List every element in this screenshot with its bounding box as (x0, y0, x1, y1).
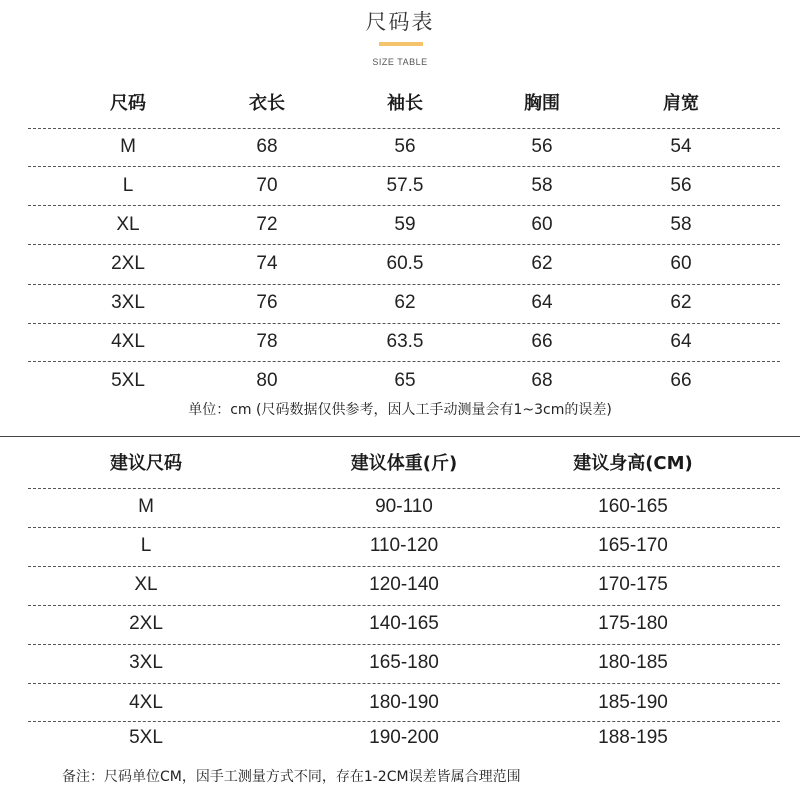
cell-size: M (138, 496, 154, 517)
cell-weight: 190-200 (369, 727, 439, 748)
table-row (28, 567, 780, 603)
cell-sleeve: 60.5 (386, 253, 424, 274)
cell-height: 175-180 (598, 613, 668, 634)
cell-sleeve: 57.5 (386, 175, 424, 196)
col-header-recommended-height: 建议身高(CM) (573, 453, 693, 474)
cell-chest: 60 (531, 214, 553, 235)
col-header-size: 尺码 (110, 93, 146, 114)
cell-size: XL (134, 574, 158, 595)
cell-weight: 120-140 (369, 574, 439, 595)
col-header-chest: 胸围 (524, 93, 560, 114)
cell-shoulder: 66 (670, 370, 692, 391)
cell-size: 5XL (111, 370, 145, 391)
table-row (28, 285, 780, 321)
size-table-note: 单位：cm (尺码数据仅供参考，因人工手动测量会有1~3cm的误差) (188, 402, 612, 418)
cell-length: 72 (256, 214, 278, 235)
table-row (28, 129, 780, 165)
section-divider (0, 436, 800, 437)
cell-sleeve: 59 (394, 214, 416, 235)
cell-shoulder: 62 (670, 292, 692, 313)
recommend-table-header (28, 446, 780, 482)
cell-chest: 68 (531, 370, 553, 391)
cell-height: 180-185 (598, 652, 668, 673)
cell-size: M (120, 136, 136, 157)
table-row (28, 720, 780, 756)
table-row (28, 246, 780, 282)
table-row (28, 324, 780, 360)
cell-size: 5XL (129, 727, 163, 748)
size-table-header (28, 86, 780, 122)
cell-weight: 165-180 (369, 652, 439, 673)
col-header-shoulder: 肩宽 (663, 93, 699, 114)
cell-weight: 90-110 (375, 496, 433, 517)
cell-weight: 180-190 (369, 692, 439, 713)
cell-height: 165-170 (598, 535, 668, 556)
cell-length: 68 (256, 136, 278, 157)
cell-size: 3XL (129, 652, 163, 673)
cell-size: L (140, 535, 152, 556)
cell-size: XL (116, 214, 140, 235)
cell-chest: 58 (531, 175, 553, 196)
cell-shoulder: 64 (670, 331, 692, 352)
cell-length: 76 (256, 292, 278, 313)
cell-length: 78 (256, 331, 278, 352)
row-divider (28, 205, 780, 206)
row-divider (28, 361, 780, 362)
cell-shoulder: 56 (670, 175, 692, 196)
table-row (28, 685, 780, 721)
cell-sleeve: 56 (394, 136, 416, 157)
row-divider (28, 244, 780, 245)
cell-length: 74 (256, 253, 278, 274)
cell-size: 2XL (129, 613, 163, 634)
cell-height: 170-175 (598, 574, 668, 595)
cell-size: 2XL (111, 253, 145, 274)
cell-chest: 66 (531, 331, 553, 352)
col-header-recommended-weight: 建议体重(斤) (350, 453, 458, 474)
cell-shoulder: 58 (670, 214, 692, 235)
cell-shoulder: 60 (670, 253, 692, 274)
row-divider (28, 166, 780, 167)
table-row (28, 606, 780, 642)
col-header-sleeve: 袖长 (387, 93, 423, 114)
cell-height: 188-195 (598, 727, 668, 748)
cell-sleeve: 63.5 (386, 331, 424, 352)
cell-size: 4XL (111, 331, 145, 352)
table-row (28, 207, 780, 243)
table-row (28, 528, 780, 564)
row-divider (28, 683, 780, 684)
table-row (28, 489, 780, 525)
cell-chest: 62 (531, 253, 553, 274)
recommend-table-note: 备注：尺码单位CM，因手工测量方式不同，存在1-2CM误差皆属合理范围 (62, 769, 521, 785)
table-row (28, 645, 780, 681)
title-accent-bar (379, 42, 423, 46)
col-header-length: 衣长 (249, 93, 285, 114)
cell-weight: 110-120 (369, 535, 439, 556)
cell-sleeve: 65 (394, 370, 416, 391)
cell-chest: 56 (531, 136, 553, 157)
cell-height: 160-165 (598, 496, 668, 517)
cell-size: 3XL (111, 292, 145, 313)
page-title: 尺码表 (365, 10, 435, 34)
cell-size: 4XL (129, 692, 163, 713)
cell-shoulder: 54 (670, 136, 692, 157)
cell-sleeve: 62 (394, 292, 416, 313)
cell-size: L (122, 175, 134, 196)
cell-chest: 64 (531, 292, 553, 313)
cell-length: 80 (256, 370, 278, 391)
cell-weight: 140-165 (369, 613, 439, 634)
cell-length: 70 (256, 175, 278, 196)
page-subtitle: SIZE TABLE (372, 57, 428, 67)
cell-height: 185-190 (598, 692, 668, 713)
table-row (28, 363, 780, 399)
table-row (28, 168, 780, 204)
col-header-recommended-size: 建议尺码 (110, 453, 182, 474)
